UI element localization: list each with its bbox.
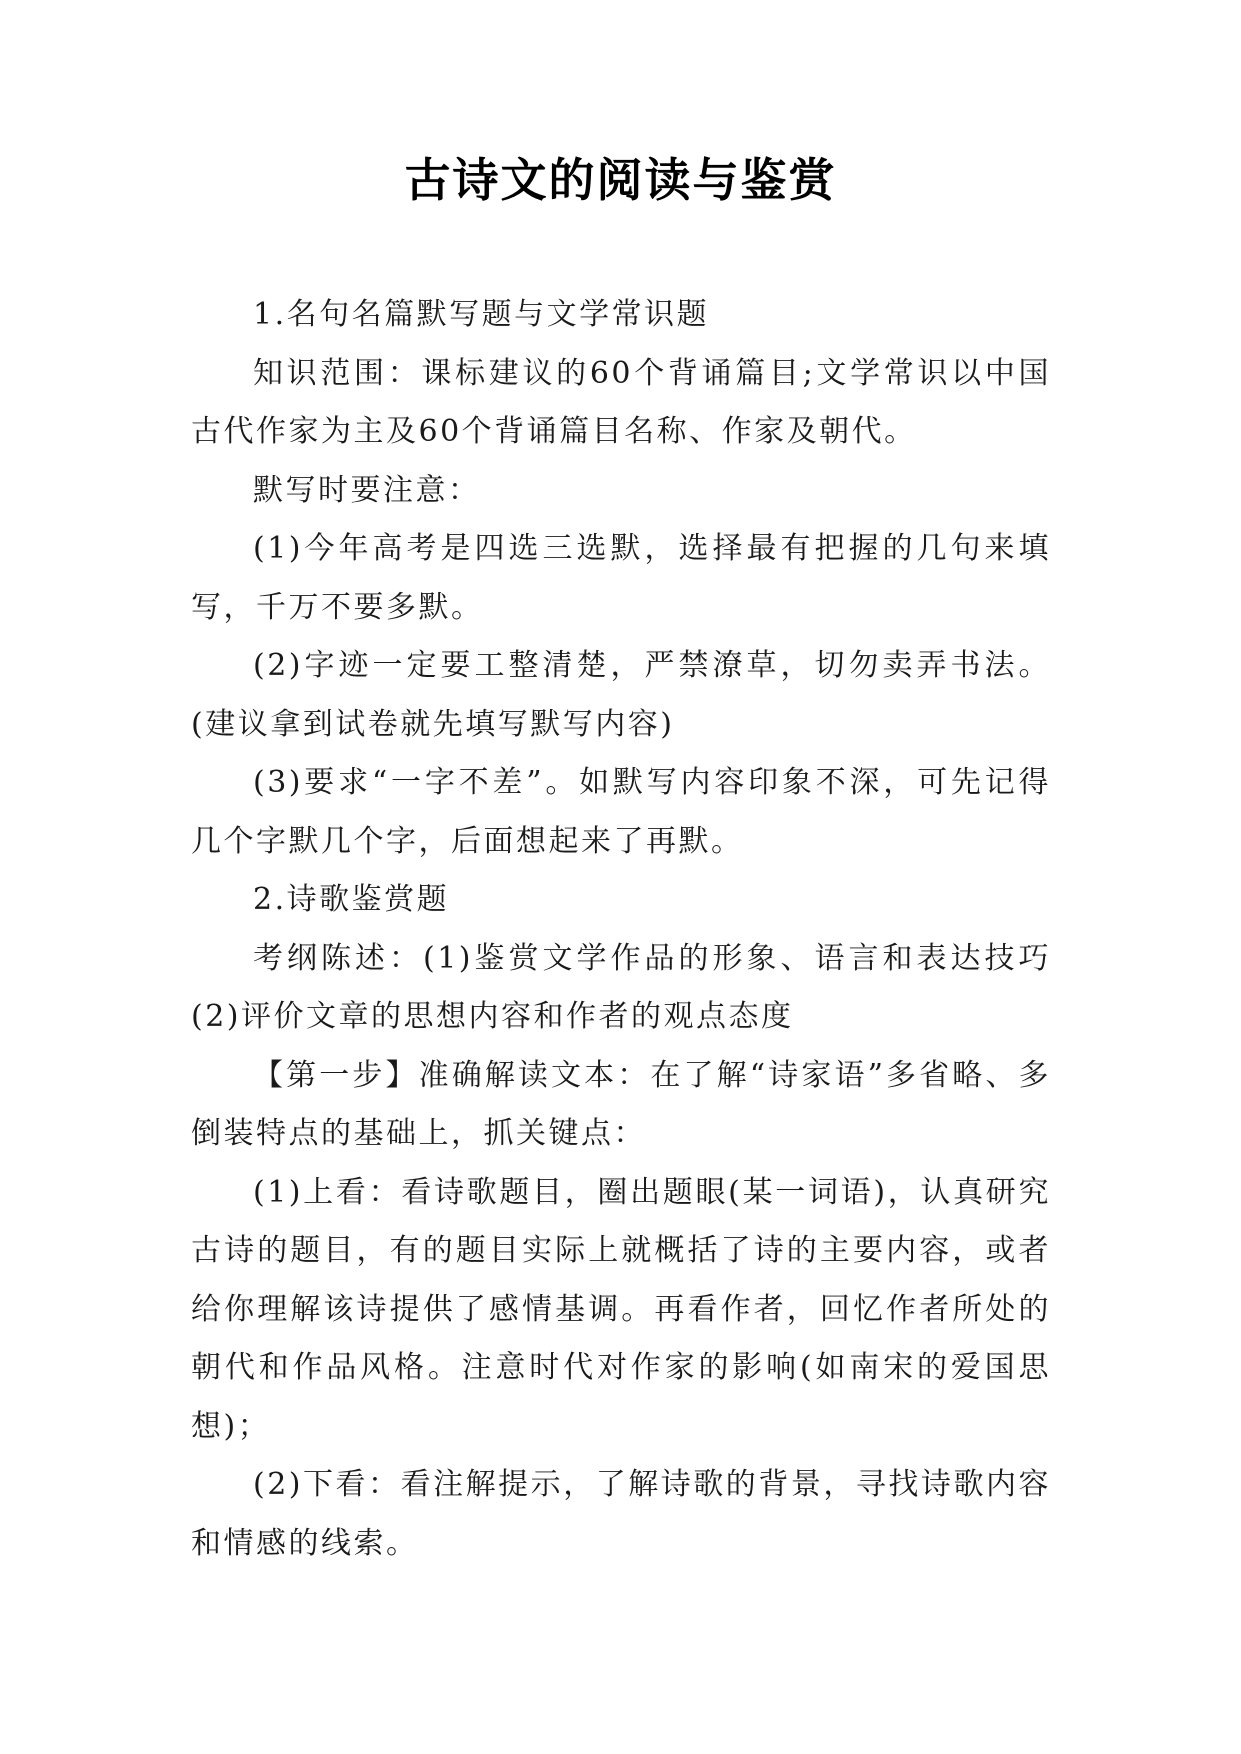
paragraph-6: (3)要求“一字不差”。如默写内容印象不深，可先记得几个字默几个字，后面想起来了再默。 [191,765,1051,859]
paragraph-8: 考纲陈述：(1)鉴赏文学作品的形象、语言和表达技巧(2)评价文章的思想内容和作者的观点态度 [191,940,1051,1034]
paragraph-4: (1)今年高考是四选三选默，选择最有把握的几句来填写，千万不要多默。 [191,531,1051,625]
paragraph-10: (1)上看：看诗歌题目，圈出题眼(某一词语)，认真研究古诗的题目，有的题目实际上就概括了诗的主要内容，或者给你理解该诗提供了感情基调。再看作者，回忆作者所处的朝代和作品风格。注意时代对作家的影响(如南宋的爱国思想)； [191,1174,1051,1444]
paragraph-1: 1.名句名篇默写题与文学常识题 [253,297,710,332]
document-body [191,286,1051,1573]
paragraph-9: 【第一步】准确解读文本：在了解“诗家语”多省略、多倒装特点的基础上，抓关键点： [191,1057,1051,1151]
paragraph-3: 默写时要注意： [253,472,481,508]
paragraph-2: 知识范围：课标建议的60个背诵篇目;文学常识以中国古代作家为主及60个背诵篇目名称、作家及朝代。 [191,355,1051,449]
paragraph-11: (2)下看：看注解提示，了解诗歌的背景，寻找诗歌内容和情感的线索。 [191,1467,1051,1561]
paragraph-5: (2)字迹一定要工整清楚，严禁潦草，切勿卖弄书法。(建议拿到试卷就先填写默写内容) [191,648,1051,742]
document-title: 古诗文的阅读与鉴赏 [404,153,837,207]
paragraph-7: 2.诗歌鉴赏题 [253,882,450,917]
